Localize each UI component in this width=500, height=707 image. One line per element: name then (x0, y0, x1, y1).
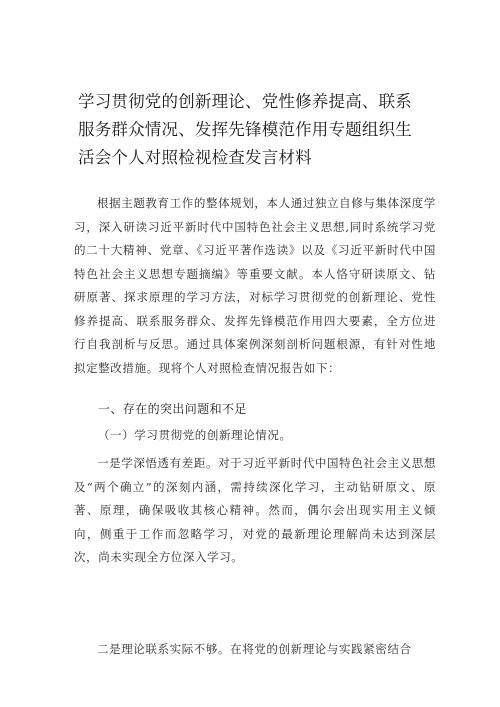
subsection-heading: （一）学习贯彻党的创新理论情况。 (98, 428, 292, 442)
document-title: 学习贯彻党的创新理论、党性修养提高、联系服务群众情况、发挥先锋模范作用专题组织生活会个人对照检视检查发言材料 (78, 92, 412, 167)
paragraph-point-one: 一是学深悟透有差距。对于习近平新时代中国特色社会主义思想及“两个确立”的深刻内涵，需持续深化学习，主动钻研原文、原著、原理，确保吸收其核心精神。然而，偶尔会出现实用主义倾向，侧重于工作而忽略学习，对党的最新理论理解尚未达到深层次，尚未实现全方位深入学习。 (74, 456, 436, 564)
section-heading: 一、存在的突出问题和不足 (98, 402, 247, 416)
paragraph-point-two: 二是理论联系实际不够。在将党的创新理论与实践紧密结合 (97, 642, 412, 656)
intro-paragraph: 根据主题教育工作的整体规划，本人通过独立自修与集体深度学习，深入研读习近平新时代中国特色社会主义思想,同时系统学习党的二十大精神、党章、《习近平著作选读》以及《习近平新时代中国特色社会主义思想专题摘编》等重要文献。本人恪守研读原文、钻研原著、探求原理的学习方法，对标学习贯彻党的创新理论、党性修养提高、联系服务群众、发挥先锋模范作用四大要素，全方位进行自我剖析与反思。通过具体案例深刻剖析问题根源，有针对性地拟定整改措施。现将个人对照检查情况报告如下： (74, 196, 436, 375)
